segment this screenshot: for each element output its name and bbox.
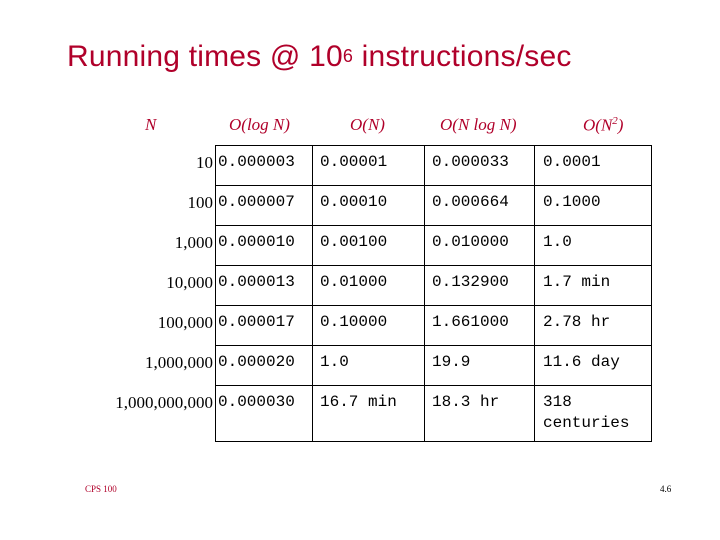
- row-n-label: 100,000: [157, 313, 213, 332]
- row-n-label: 10,000: [166, 273, 213, 292]
- table-cell-n-log-n: 0.000664: [432, 193, 509, 211]
- header-n-col: O(N): [350, 115, 385, 134]
- table-cell-n-sq: 318: [543, 393, 572, 411]
- table-cell-n-col: 0.00010: [320, 193, 388, 211]
- header-n-squared-base: O(N: [583, 115, 613, 135]
- table-cell-log-n: 0.000007: [218, 193, 295, 211]
- header-n-log-n: O(N log N): [440, 115, 517, 134]
- table-cell-log-n: 0.000010: [218, 233, 295, 251]
- table-cell-n-sq: 1.7 min: [543, 273, 611, 291]
- title-suffix: instructions/sec: [353, 40, 572, 73]
- grid-line: [215, 385, 652, 386]
- grid-line: [534, 145, 535, 442]
- table-cell-n-col: 0.00001: [320, 153, 388, 171]
- grid-line-right: [651, 145, 652, 442]
- table-cell-n-log-n: 18.3 hr: [432, 393, 500, 411]
- table-cell-n-sq: 11.6 day: [543, 353, 620, 371]
- table-cell-n-sq: 1.0: [543, 233, 572, 251]
- header-log-n: O(log N): [229, 115, 290, 134]
- header-n: N: [145, 115, 157, 134]
- grid-line: [215, 185, 652, 186]
- title-exponent: 6: [342, 46, 354, 66]
- slide-number: 4.6: [660, 484, 672, 494]
- grid-line: [312, 145, 313, 442]
- grid-line-bottom: [215, 441, 652, 442]
- table-cell-n-log-n: 1.661000: [432, 313, 509, 331]
- table-cell-log-n: 0.000003: [218, 153, 295, 171]
- grid-line: [215, 225, 652, 226]
- table-cell-n-log-n: 0.132900: [432, 273, 509, 291]
- table-cell-n-sq: 2.78 hr: [543, 313, 611, 331]
- header-n-squared-close: ): [617, 115, 624, 135]
- table-cell-n-log-n: 0.010000: [432, 233, 509, 251]
- table-cell-log-n: 0.000020: [218, 353, 295, 371]
- header-n-squared-exponent: 2: [612, 115, 618, 127]
- grid-line-top: [215, 145, 652, 146]
- title-prefix: Running times @ 10: [67, 40, 343, 73]
- row-n-label: 1,000,000: [145, 353, 213, 372]
- header-n-squared: [583, 115, 623, 136]
- table-cell-n-sq: 0.1000: [543, 193, 601, 211]
- course-label: CPS 100: [85, 484, 117, 494]
- table-cell-log-n: 0.000017: [218, 313, 295, 331]
- table-cell-n-sq-continued: centuries: [543, 414, 630, 432]
- slide-title: [67, 40, 572, 74]
- row-n-label: 10: [196, 153, 213, 172]
- grid-line: [424, 145, 425, 442]
- table-cell-n-col: 0.10000: [320, 313, 388, 331]
- table-cell-n-log-n: 19.9: [432, 353, 471, 371]
- table-cell-n-col: 16.7 min: [320, 393, 397, 411]
- grid-line: [215, 345, 652, 346]
- grid-line: [215, 305, 652, 306]
- grid-line: [215, 265, 652, 266]
- row-n-label: 100: [187, 193, 213, 212]
- table-cell-n-col: 0.00100: [320, 233, 388, 251]
- table-cell-n-col: 1.0: [320, 353, 349, 371]
- table-cell-n-col: 0.01000: [320, 273, 388, 291]
- table-cell-log-n: 0.000013: [218, 273, 295, 291]
- row-n-label: 1,000: [174, 233, 213, 252]
- row-n-label: 1,000,000,000: [115, 393, 213, 412]
- table-cell-log-n: 0.000030: [218, 393, 295, 411]
- table-cell-n-sq: 0.0001: [543, 153, 601, 171]
- table-cell-n-log-n: 0.000033: [432, 153, 509, 171]
- grid-line-left: [215, 145, 216, 442]
